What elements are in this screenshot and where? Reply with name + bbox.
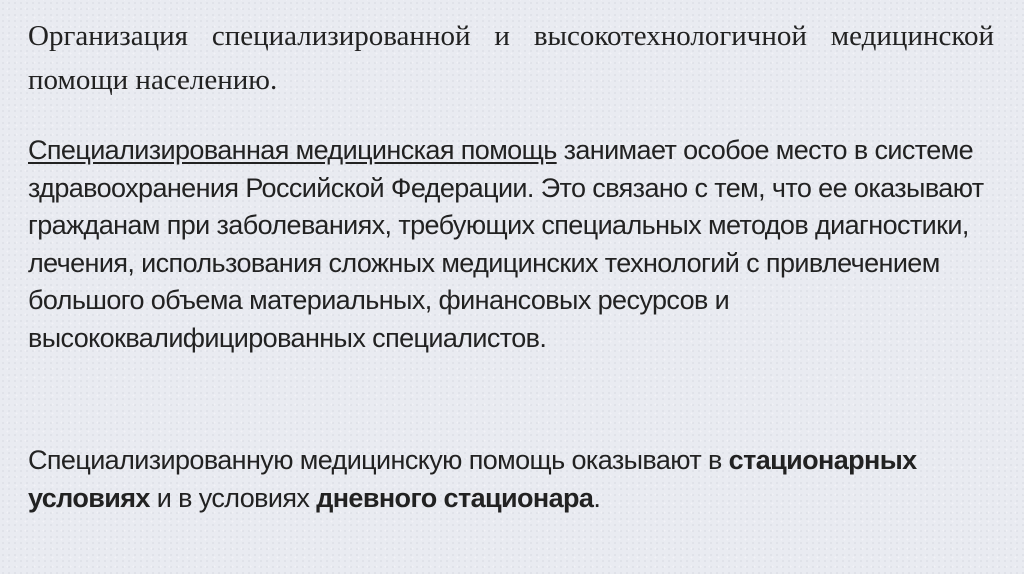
bold-term-inpatient: стационарных условиях — [28, 445, 917, 513]
paragraph-specialized-care — [28, 132, 1003, 357]
paragraph-text-part2: и в условиях — [149, 482, 317, 513]
paragraph-text-part1: Специализированную медицинскую помощь оказывают в — [28, 445, 729, 475]
slide-title: Организация специализированной и высокотехнологичной медицинской помощи населению. — [28, 20, 994, 96]
bold-term-day-hospital: дневного стационара — [316, 482, 594, 513]
underlined-term: Специализированная медицинская помощь — [28, 135, 557, 165]
paragraph-text-part3: . — [593, 482, 601, 513]
paragraph-care-settings — [28, 442, 1003, 517]
paragraph-text: занимает особое место в системе здравоохранения Российской Федерации. Это связано с тем, что ее оказывают гражданам при заболеваниях, требующих специальных методов диагностики, лечения, использования сложных медицинских технологий с привлечением большого объема материальных, финансовых ресурсов и высококвалифицированных специалистов. — [28, 135, 984, 353]
